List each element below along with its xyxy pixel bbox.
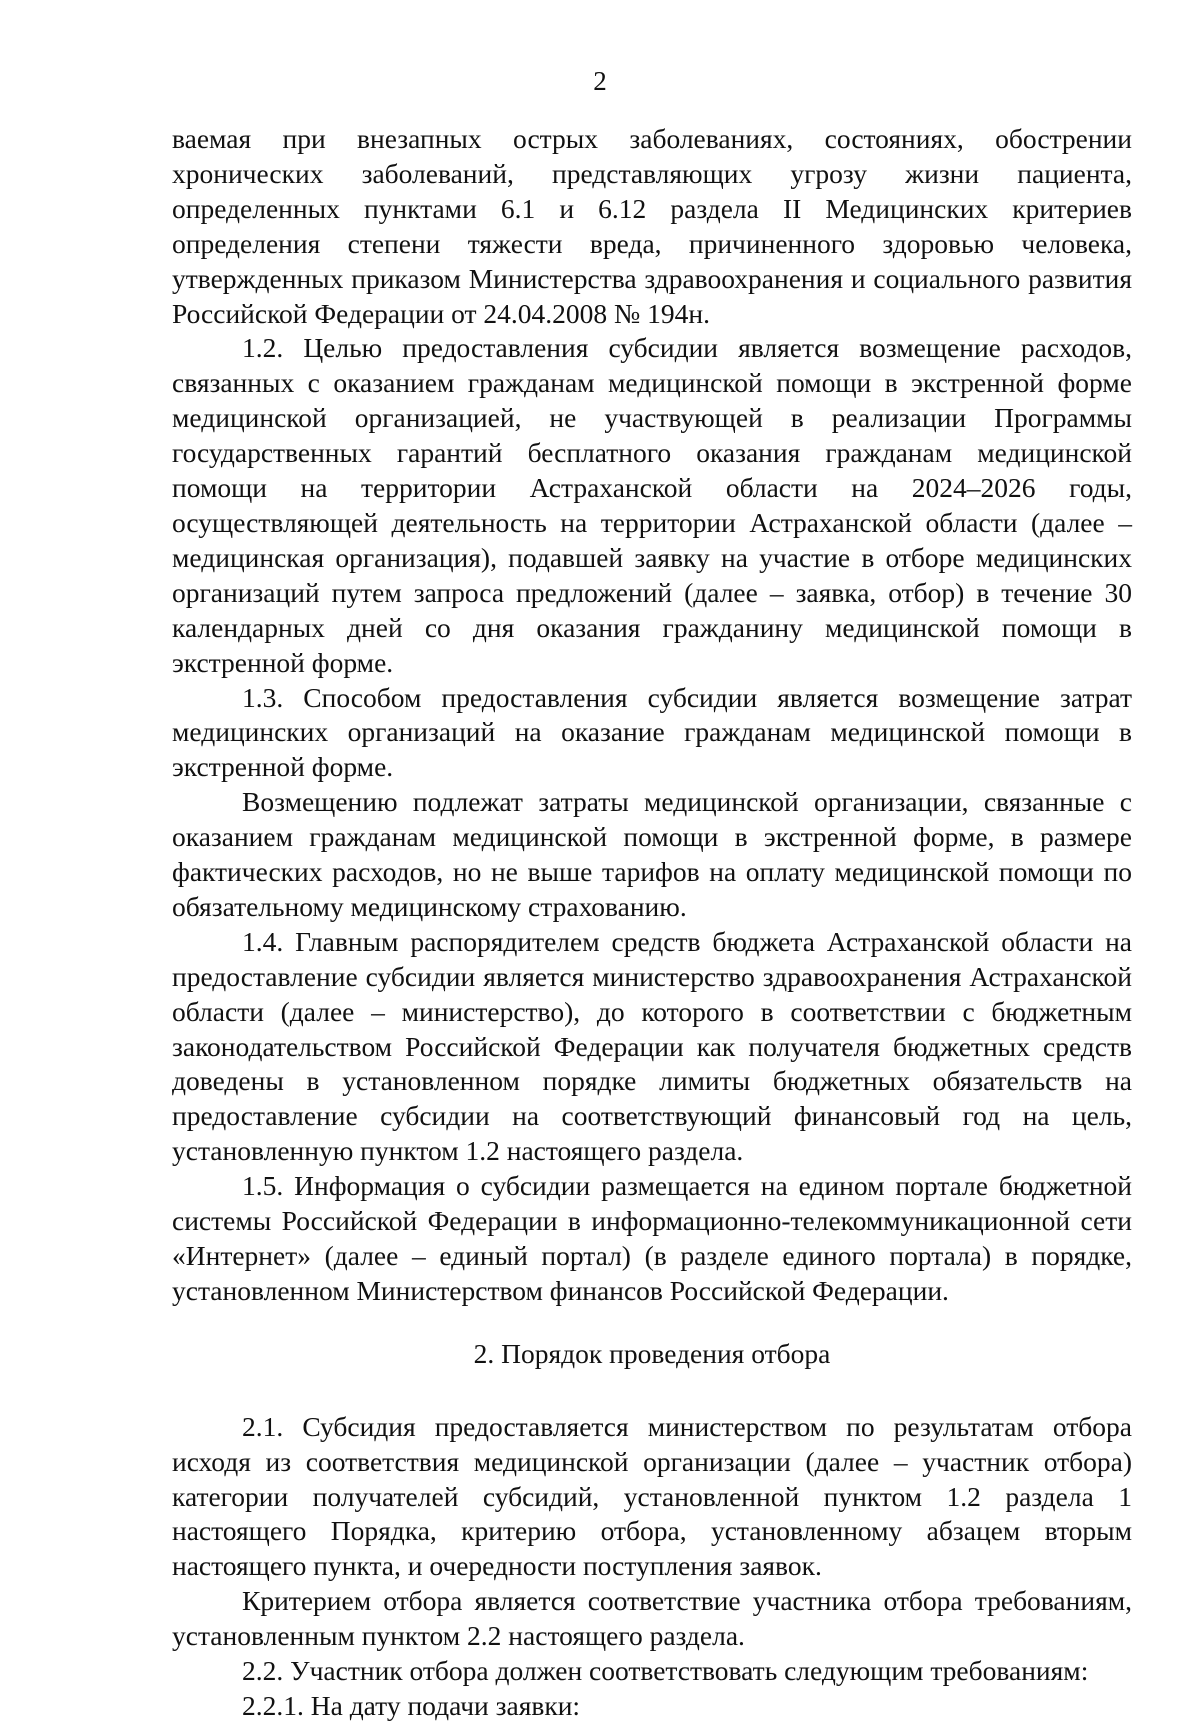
paragraph-2-2-1: 2.2.1. На дату подачи заявки: bbox=[242, 1689, 581, 1721]
paragraph-1-5: 1.5. Информация о субсидии размещается на едином портале бюджетной системы Российской Федерации в информационно-телекоммуникационной сети «Интернет» (далее – единый портал) (в разделе единого портала) в порядке, установленном Министерством финансов Российской Федерации. bbox=[172, 1170, 1132, 1306]
paragraph-1-3: 1.3. Способом предоставления субсидии является возмещение затрат медицинских организаций на оказание гражданам медицинской помощи в экстренной форме. bbox=[172, 681, 1132, 783]
paragraph-2-2: 2.2. Участник отбора должен соответствовать следующим требованиям: bbox=[242, 1655, 1089, 1687]
paragraph-1-2: 1.2. Целью предоставления субсидии является возмещение расходов, связанных с оказанием гражданам медицинской помощи в экстренной форме медицинской организацией, не участвующей в реализации Программы государственных гарантий бесплатного оказания гражданам медицинской помощи на территории Астраханской области на 2024–2026 годы, осуществляющей деятельность на территории Астраханской области (далее – медицинская организация), подавшей заявку на участие в отборе медицинских организаций путем запроса предложений (далее – заявка, отбор) в течение 30 календарных дней со дня оказания гражданину медицинской помощи в экстренной форме. bbox=[172, 332, 1132, 678]
paragraph-1-4: 1.4. Главным распорядителем средств бюджета Астраханской области на предоставление субсидии является министерство здравоохранения Астраханской области (далее – министерство), до которого в соответствии с бюджетным законодательством Российской Федерации как получателя бюджетных средств доведены в установленном порядке лимиты бюджетных обязательств на предоставление субсидии на соответствующий финансовый год на цель, установленную пунктом 1.2 настоящего раздела. bbox=[172, 925, 1132, 1167]
paragraph-2-1: 2.1. Субсидия предоставляется министерством по результатам отбора исходя из соответствия медицинской организации (далее – участник отбора) категории получателей субсидий, установленной пунктом 1.2 раздела 1 настоящего Порядка, критерию отбора, установленному абзацем вторым настоящего пункта, и очередности поступления заявок. bbox=[172, 1410, 1132, 1582]
paragraph-1-3-cost-reimbursement: Возмещению подлежат затраты медицинской организации, связанные с оказанием гражданам медицинской помощи в экстренной форме, в размере фактических расходов, но не выше тарифов на оплату медицинской помощи по обязательному медицинскому страхованию. bbox=[172, 786, 1132, 922]
paragraph-2-1-criterion: Критерием отбора является соответствие участника отбора требованиям, установленным пунктом 2.2 настоящего раздела. bbox=[172, 1585, 1132, 1652]
section-heading: 2. Порядок проведения отбора bbox=[473, 1337, 831, 1369]
page-number: 2 bbox=[593, 66, 607, 96]
document-body bbox=[172, 122, 1132, 1724]
paragraph-continuation: ваемая при внезапных острых заболеваниях, состояниях, обострении хронических заболеваний, представляющих угрозу жизни пациента, определенных пунктами 6.1 и 6.12 раздела II Медицинских критериев определения степени тяжести вреда, причиненного здоровью человека, утвержденных приказом Министерства здравоохранения и социального развития Российской Федерации от 24.04.2008 № 194н. bbox=[172, 123, 1132, 329]
